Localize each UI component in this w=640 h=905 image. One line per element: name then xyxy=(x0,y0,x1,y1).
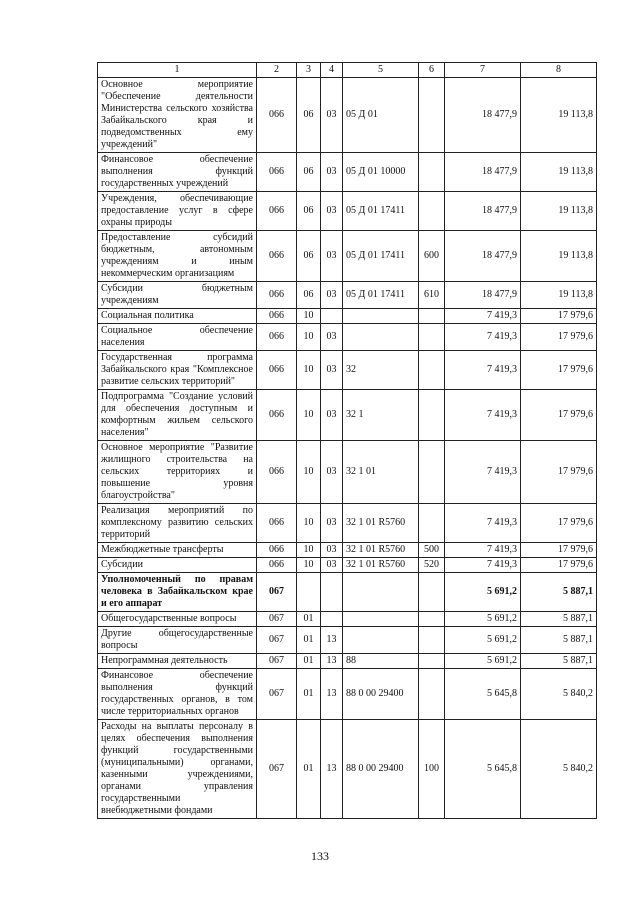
row-amount-year1-cell: 5 691,2 xyxy=(445,654,521,669)
row-subsection-cell: 03 xyxy=(321,441,343,504)
row-section-cell: 10 xyxy=(297,558,321,573)
row-amount-year1-cell: 5 691,2 xyxy=(445,612,521,627)
row-expense-type-cell: 520 xyxy=(419,558,445,573)
row-grbs-cell: 066 xyxy=(257,309,297,324)
row-name-cell: Финансовое обеспечение выполнения функций государственных органов, в том числе территориальных органов xyxy=(98,669,257,720)
row-section-cell: 10 xyxy=(297,309,321,324)
row-grbs-cell: 067 xyxy=(257,573,297,612)
row-expense-type-cell: 500 xyxy=(419,543,445,558)
row-name-cell: Социальное обеспечение населения xyxy=(98,324,257,351)
row-expense-type-cell xyxy=(419,78,445,153)
row-section-cell: 10 xyxy=(297,390,321,441)
row-amount-year2-cell: 5 840,2 xyxy=(521,669,597,720)
row-grbs-cell: 066 xyxy=(257,351,297,390)
row-name-cell: Финансовое обеспечение выполнения функций государственных учреждений xyxy=(98,153,257,192)
row-subsection-cell: 03 xyxy=(321,231,343,282)
row-subsection-cell: 03 xyxy=(321,324,343,351)
row-amount-year2-cell: 17 979,6 xyxy=(521,543,597,558)
row-expense-type-cell xyxy=(419,324,445,351)
row-amount-year2-cell: 17 979,6 xyxy=(521,558,597,573)
row-expense-type-cell xyxy=(419,351,445,390)
row-name-cell: Общегосударственные вопросы xyxy=(98,612,257,627)
row-grbs-cell: 066 xyxy=(257,543,297,558)
table-row xyxy=(98,654,597,669)
row-subsection-cell: 03 xyxy=(321,504,343,543)
table-row xyxy=(98,390,597,441)
row-subsection-cell xyxy=(321,309,343,324)
row-amount-year1-cell: 7 419,3 xyxy=(445,558,521,573)
row-section-cell: 06 xyxy=(297,78,321,153)
row-section-cell: 06 xyxy=(297,231,321,282)
row-target-article-cell: 88 0 00 29400 xyxy=(343,669,419,720)
row-section-cell: 06 xyxy=(297,282,321,309)
table-body xyxy=(98,63,597,819)
row-name-cell: Непрограммная деятельность xyxy=(98,654,257,669)
row-section-cell: 01 xyxy=(297,720,321,819)
row-subsection-cell: 03 xyxy=(321,558,343,573)
row-amount-year1-cell: 18 477,9 xyxy=(445,192,521,231)
row-target-article-cell xyxy=(343,324,419,351)
row-section-cell: 01 xyxy=(297,669,321,720)
row-subsection-cell: 03 xyxy=(321,282,343,309)
header-cell-5: 5 xyxy=(343,63,419,78)
row-expense-type-cell xyxy=(419,669,445,720)
row-grbs-cell: 066 xyxy=(257,153,297,192)
row-target-article-cell: 32 1 01 R5760 xyxy=(343,504,419,543)
row-name-cell: Основное мероприятие "Развитие жилищного строительства на сельских территориях и повышение уровня благоустройства" xyxy=(98,441,257,504)
row-expense-type-cell xyxy=(419,654,445,669)
row-subsection-cell: 03 xyxy=(321,390,343,441)
row-name-cell: Субсидии xyxy=(98,558,257,573)
header-cell-7: 7 xyxy=(445,63,521,78)
row-amount-year1-cell: 5 691,2 xyxy=(445,627,521,654)
row-section-cell: 01 xyxy=(297,627,321,654)
row-section-cell: 06 xyxy=(297,153,321,192)
row-amount-year2-cell: 5 887,1 xyxy=(521,627,597,654)
row-expense-type-cell: 610 xyxy=(419,282,445,309)
row-target-article-cell xyxy=(343,612,419,627)
table-row xyxy=(98,627,597,654)
table-row xyxy=(98,612,597,627)
table-row xyxy=(98,441,597,504)
table-row xyxy=(98,192,597,231)
row-subsection-cell: 03 xyxy=(321,543,343,558)
row-amount-year2-cell: 19 113,8 xyxy=(521,282,597,309)
budget-table xyxy=(97,62,597,819)
row-amount-year2-cell: 5 887,1 xyxy=(521,654,597,669)
table-row xyxy=(98,231,597,282)
table-row xyxy=(98,351,597,390)
row-section-cell: 06 xyxy=(297,192,321,231)
row-amount-year2-cell: 17 979,6 xyxy=(521,324,597,351)
row-amount-year1-cell: 7 419,3 xyxy=(445,543,521,558)
row-subsection-cell: 13 xyxy=(321,654,343,669)
row-amount-year1-cell: 7 419,3 xyxy=(445,390,521,441)
row-amount-year2-cell: 19 113,8 xyxy=(521,231,597,282)
table-row xyxy=(98,309,597,324)
row-target-article-cell: 32 1 01 R5760 xyxy=(343,558,419,573)
row-section-cell: 10 xyxy=(297,351,321,390)
row-target-article-cell xyxy=(343,309,419,324)
row-name-cell: Учреждения, обеспечивающие предоставление услуг в сфере охраны природы xyxy=(98,192,257,231)
row-name-cell: Основное мероприятие "Обеспечение деятельности Министерства сельского хозяйства Забайкальского края и подведомственных ему учреждений" xyxy=(98,78,257,153)
row-expense-type-cell xyxy=(419,309,445,324)
row-subsection-cell: 03 xyxy=(321,153,343,192)
row-amount-year1-cell: 18 477,9 xyxy=(445,78,521,153)
header-cell-2: 2 xyxy=(257,63,297,78)
header-cell-1: 1 xyxy=(98,63,257,78)
row-name-cell: Социальная политика xyxy=(98,309,257,324)
row-expense-type-cell xyxy=(419,612,445,627)
row-amount-year2-cell: 5 840,2 xyxy=(521,720,597,819)
row-name-cell: Межбюджетные трансферты xyxy=(98,543,257,558)
row-target-article-cell: 05 Д 01 xyxy=(343,78,419,153)
row-amount-year1-cell: 18 477,9 xyxy=(445,282,521,309)
row-amount-year1-cell: 5 645,8 xyxy=(445,669,521,720)
row-name-cell: Подпрограмма "Создание условий для обеспечения доступным и комфортным жильем сельского населения" xyxy=(98,390,257,441)
row-section-cell: 10 xyxy=(297,504,321,543)
table-row xyxy=(98,669,597,720)
row-grbs-cell: 066 xyxy=(257,192,297,231)
row-subsection-cell xyxy=(321,612,343,627)
row-amount-year1-cell: 7 419,3 xyxy=(445,504,521,543)
row-expense-type-cell xyxy=(419,153,445,192)
row-target-article-cell xyxy=(343,573,419,612)
row-grbs-cell: 066 xyxy=(257,324,297,351)
row-expense-type-cell: 600 xyxy=(419,231,445,282)
table-row xyxy=(98,324,597,351)
row-grbs-cell: 067 xyxy=(257,654,297,669)
row-grbs-cell: 066 xyxy=(257,504,297,543)
row-grbs-cell: 066 xyxy=(257,231,297,282)
row-expense-type-cell xyxy=(419,627,445,654)
row-subsection-cell xyxy=(321,573,343,612)
row-subsection-cell: 03 xyxy=(321,351,343,390)
row-target-article-cell: 88 0 00 29400 xyxy=(343,720,419,819)
row-target-article-cell: 05 Д 01 17411 xyxy=(343,192,419,231)
table-row xyxy=(98,282,597,309)
table-row xyxy=(98,78,597,153)
row-amount-year1-cell: 18 477,9 xyxy=(445,153,521,192)
row-target-article-cell: 32 1 xyxy=(343,390,419,441)
row-amount-year1-cell: 5 645,8 xyxy=(445,720,521,819)
row-grbs-cell: 067 xyxy=(257,627,297,654)
row-amount-year2-cell: 17 979,6 xyxy=(521,504,597,543)
header-cell-4: 4 xyxy=(321,63,343,78)
row-target-article-cell: 05 Д 01 17411 xyxy=(343,282,419,309)
row-target-article-cell: 05 Д 01 10000 xyxy=(343,153,419,192)
row-amount-year1-cell: 18 477,9 xyxy=(445,231,521,282)
row-subsection-cell: 13 xyxy=(321,720,343,819)
table-row xyxy=(98,153,597,192)
row-grbs-cell: 066 xyxy=(257,78,297,153)
table-row xyxy=(98,573,597,612)
header-cell-3: 3 xyxy=(297,63,321,78)
row-grbs-cell: 066 xyxy=(257,441,297,504)
header-cell-6: 6 xyxy=(419,63,445,78)
row-name-cell: Другие общегосударственные вопросы xyxy=(98,627,257,654)
row-amount-year1-cell: 5 691,2 xyxy=(445,573,521,612)
row-subsection-cell: 03 xyxy=(321,78,343,153)
row-amount-year1-cell: 7 419,3 xyxy=(445,309,521,324)
row-subsection-cell: 13 xyxy=(321,627,343,654)
row-amount-year2-cell: 19 113,8 xyxy=(521,192,597,231)
row-subsection-cell: 03 xyxy=(321,192,343,231)
row-expense-type-cell: 100 xyxy=(419,720,445,819)
row-amount-year2-cell: 19 113,8 xyxy=(521,78,597,153)
row-amount-year2-cell: 17 979,6 xyxy=(521,390,597,441)
row-section-cell: 10 xyxy=(297,324,321,351)
row-grbs-cell: 067 xyxy=(257,669,297,720)
row-target-article-cell xyxy=(343,627,419,654)
row-grbs-cell: 067 xyxy=(257,612,297,627)
row-section-cell: 10 xyxy=(297,543,321,558)
page-number: 133 xyxy=(311,849,329,863)
row-grbs-cell: 066 xyxy=(257,558,297,573)
row-amount-year2-cell: 5 887,1 xyxy=(521,573,597,612)
row-target-article-cell: 32 1 01 xyxy=(343,441,419,504)
row-section-cell xyxy=(297,573,321,612)
row-expense-type-cell xyxy=(419,504,445,543)
header-cell-8: 8 xyxy=(521,63,597,78)
row-amount-year2-cell: 17 979,6 xyxy=(521,351,597,390)
row-target-article-cell: 88 xyxy=(343,654,419,669)
row-amount-year2-cell: 19 113,8 xyxy=(521,153,597,192)
header-row xyxy=(98,63,597,78)
row-name-cell: Государственная программа Забайкальского края "Комплексное развитие сельских территорий" xyxy=(98,351,257,390)
row-target-article-cell: 05 Д 01 17411 xyxy=(343,231,419,282)
row-section-cell: 01 xyxy=(297,612,321,627)
row-target-article-cell: 32 1 01 R5760 xyxy=(343,543,419,558)
row-grbs-cell: 067 xyxy=(257,720,297,819)
row-amount-year2-cell: 17 979,6 xyxy=(521,441,597,504)
row-section-cell: 01 xyxy=(297,654,321,669)
row-expense-type-cell xyxy=(419,192,445,231)
row-expense-type-cell xyxy=(419,390,445,441)
row-name-cell: Субсидии бюджетным учреждениям xyxy=(98,282,257,309)
row-target-article-cell: 32 xyxy=(343,351,419,390)
row-name-cell: Уполномоченный по правам человека в Забайкальском крае и его аппарат xyxy=(98,573,257,612)
row-amount-year2-cell: 5 887,1 xyxy=(521,612,597,627)
table-row xyxy=(98,558,597,573)
row-grbs-cell: 066 xyxy=(257,390,297,441)
row-expense-type-cell xyxy=(419,441,445,504)
row-expense-type-cell xyxy=(419,573,445,612)
table-row xyxy=(98,720,597,819)
row-section-cell: 10 xyxy=(297,441,321,504)
row-name-cell: Предоставление субсидий бюджетным, автономным учреждениям и иным некоммерческим организациям xyxy=(98,231,257,282)
row-grbs-cell: 066 xyxy=(257,282,297,309)
row-subsection-cell: 13 xyxy=(321,669,343,720)
table-row xyxy=(98,543,597,558)
row-amount-year1-cell: 7 419,3 xyxy=(445,351,521,390)
row-amount-year1-cell: 7 419,3 xyxy=(445,441,521,504)
row-amount-year2-cell: 17 979,6 xyxy=(521,309,597,324)
row-name-cell: Расходы на выплаты персоналу в целях обеспечения выполнения функций государственными (муниципальными) органами, казенными учреждениями, органами управления государственными внебюджетными фондами xyxy=(98,720,257,819)
row-amount-year1-cell: 7 419,3 xyxy=(445,324,521,351)
row-name-cell: Реализация мероприятий по комплексному развитию сельских территорий xyxy=(98,504,257,543)
table-row xyxy=(98,504,597,543)
